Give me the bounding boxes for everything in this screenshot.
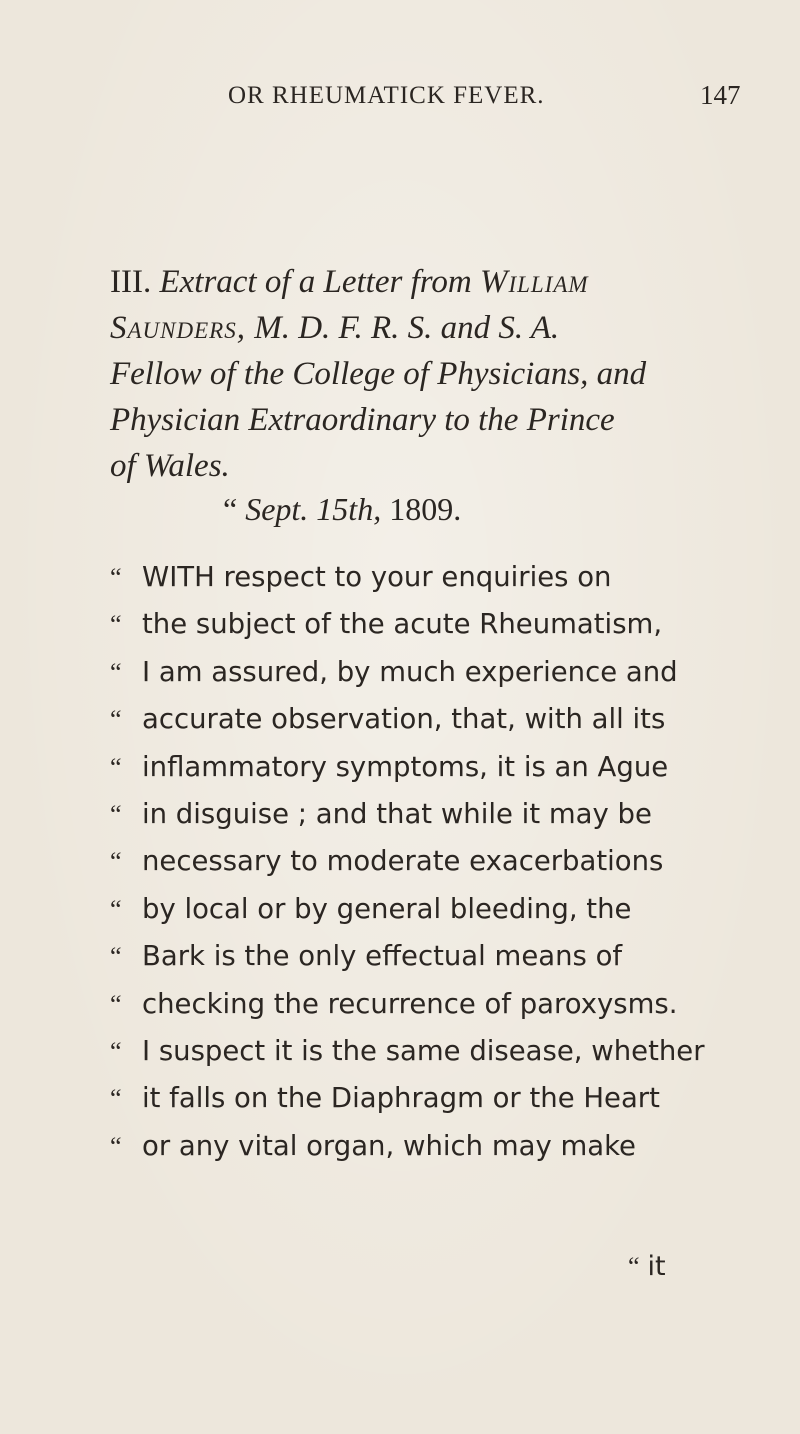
letter-line-text: in disguise ; and that while it may be [142, 798, 652, 831]
quote-mark: “ [110, 1084, 122, 1114]
heading-line-1 [110, 259, 750, 305]
letter-line-text: it falls on the Diaphragm or the Heart [142, 1082, 660, 1115]
quote-mark: “ [110, 800, 122, 830]
letter-line [110, 1028, 760, 1075]
letter-line [110, 791, 760, 838]
letter-line-text: or any vital organ, which may make [142, 1129, 636, 1162]
page-number: 147 [700, 80, 741, 110]
date-month: Sept. [245, 491, 309, 527]
catchword-text: it [647, 1251, 666, 1282]
heading-line-4: Physician Extraordinary to the Prince [110, 402, 615, 438]
date-day: 15th, [316, 491, 382, 527]
quote-mark: “ [110, 894, 122, 924]
letter-line [110, 1075, 760, 1122]
quote-mark: “ [110, 752, 122, 782]
letter-line [110, 649, 760, 696]
heading-line-3: Fellow of the College of Physicians, and [110, 356, 647, 392]
quote-mark: “ [110, 657, 122, 687]
author-first-name: William [479, 264, 589, 300]
section-number: III. [110, 264, 152, 300]
catchword [628, 1251, 666, 1282]
quote-mark: “ [110, 705, 122, 735]
quote-mark: “ [110, 989, 122, 1019]
catchword-quote-mark: “ [628, 1252, 640, 1281]
letter-line-text: by local or by general bleeding, the [142, 892, 632, 925]
letter-line [110, 696, 760, 743]
letter-line [110, 981, 760, 1028]
letter-line-text: I am assured, by much experience and [142, 655, 678, 688]
date-year: 1809. [389, 491, 462, 527]
letter-line-text: I suspect it is the same disease, whether [142, 1035, 705, 1068]
letter-line-text: WITH respect to your enquiries on [142, 561, 612, 593]
quote-mark: “ [110, 610, 122, 640]
section-heading [110, 259, 750, 489]
quote-mark: “ [110, 847, 122, 877]
heading-line-2 [110, 305, 750, 351]
letter-line [110, 1123, 760, 1170]
heading-text: Extract of a Letter from [159, 264, 472, 300]
quote-mark: “ [110, 563, 122, 592]
letter-line-text: necessary to moderate exacerbations [142, 845, 664, 878]
author-surname: Saunders, [110, 310, 246, 346]
letter-line-text: accurate observation, that, with all its [142, 703, 666, 736]
quote-mark: “ [110, 1037, 122, 1067]
letter-date [223, 491, 461, 528]
letter-line [110, 744, 760, 791]
letter-body [110, 554, 760, 1170]
letter-line-text: Bark is the only effectual means of [142, 940, 623, 973]
author-credentials: M. D. F. R. S. and S. A. [254, 310, 560, 346]
letter-line [110, 933, 760, 980]
letter-line-text: checking the recurrence of paroxysms. [142, 987, 678, 1020]
running-head: OR RHEUMATICK FEVER. [228, 82, 545, 109]
heading-line-5: of Wales. [110, 448, 230, 484]
quote-mark: “ [110, 1131, 122, 1161]
letter-line [110, 838, 760, 885]
letter-line [110, 601, 760, 648]
letter-line-text: the subject of the acute Rheumatism, [142, 608, 663, 641]
letter-line [110, 886, 760, 933]
letter-line-text: inflammatory symptoms, it is an Ague [142, 750, 669, 783]
date-open-quote: “ [223, 491, 238, 527]
quote-mark: “ [110, 942, 122, 972]
letter-line [110, 554, 760, 601]
